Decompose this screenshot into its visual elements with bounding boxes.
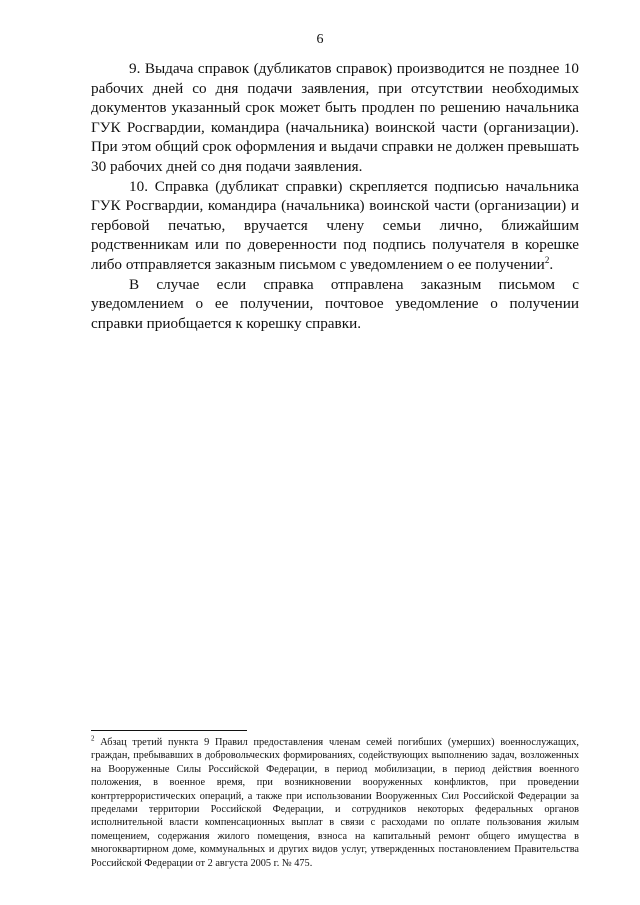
paragraph-text: В случае если справка отправлена заказным письмом с уведомлением о ее получении, почтовое уведомление о получении справки приобщается к корешку справки. [91, 275, 579, 332]
paragraph-registered-mail [91, 275, 579, 334]
footnote [91, 736, 579, 870]
paragraph-text: 10. Справка (дубликат справки) скрепляется подписью начальника ГУК Росгвардии, командира (начальника) воинской части (организации) и гербовой печатью, вручается члену семьи лично, ближайшим родственникам или по доверенности под подпись получателя в корешке либо отправляется заказным письмом с уведомлением о ее получении [91, 177, 579, 273]
page-number: 6 [316, 32, 324, 47]
paragraph-item-9 [91, 59, 579, 177]
footnote-separator [91, 730, 247, 731]
footnote-reference[interactable]: 2 [544, 254, 550, 265]
body-text [91, 59, 579, 333]
footnote-marker: 2 [91, 734, 95, 743]
paragraph-text: 9. Выдача справок (дубликатов справок) производится не позднее 10 рабочих дней со дня подачи заявления, при отсутствии необходимых документов указанный срок может быть продлен по решению начальника ГУК Росгвардии, командира (начальника) воинской части (организации). При этом общий срок оформления и выдачи справки не должен превышать 30 рабочих дней со дня подачи заявления. [91, 60, 579, 175]
paragraph-item-10: 10. Справка (дубликат справки) скрепляется подписью начальника ГУК Росгвардии, командира (начальника) воинской части (организации) и гербовой печатью, вручается члену семьи лично, ближайшим родственникам или по доверенности под подпись получателя в корешке либо отправляется заказным письмом с уведомлением о ее получении$^2$. [91, 177, 579, 273]
footnote-text: Абзац третий пункта 9 Правил предоставления членам семей погибших (умерших) военнослужащих, граждан, пребывавших в добровольческих формированиях, содействующих выполнению задач, возложенных на Вооруженные Силы Российской Федерации, в период мобилизации, в период действия военного положения, в военное время, при возникновении вооруженных конфликтов, при проведении контртеррористических операций, а также при использовании Вооруженных Сил Российской Федерации за пределами территории Российской Федерации, и сотрудников некоторых федеральных органов исполнительной власти компенсационных выплат в связи с расходами по оплате пользования жилым помещением, содержания жилого помещения, взноса на капитальный ремонт общего имущества в многоквартирном доме, коммунальных и других видов услуг, утвержденных постановлением Правительства Российской Федерации от 2 августа 2005 г. № 475. [91, 737, 579, 869]
